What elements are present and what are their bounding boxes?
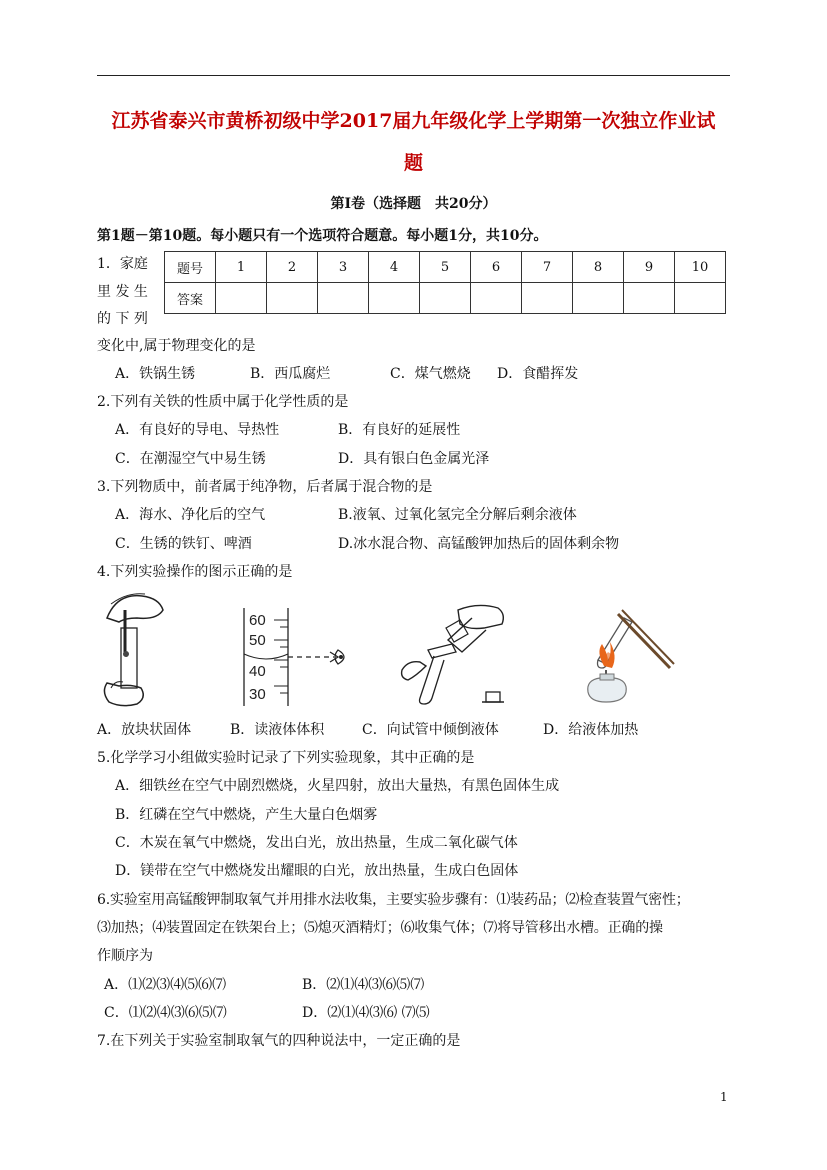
q1-stem-c: 的 下 列 bbox=[97, 311, 148, 327]
q4-stem: 4.下列实验操作的图示正确的是 bbox=[97, 564, 293, 580]
figure-d-heating-liquid bbox=[558, 600, 678, 710]
q5-stem: 5.化学学习小组做实验时记录了下列实验现象，其中正确的是 bbox=[97, 750, 475, 766]
document-title-line2: 题 bbox=[403, 152, 423, 174]
table-cell: 10 bbox=[675, 252, 726, 283]
q3-option-d: D.冰水混合物、高锰酸钾加热后的固体剩余物 bbox=[338, 536, 620, 552]
q1-option-d: D．食醋挥发 bbox=[497, 366, 579, 382]
table-cell: 8 bbox=[573, 252, 624, 283]
answer-table-answer-row bbox=[165, 283, 726, 314]
q2-option-a: A．有良好的导电、导热性 bbox=[115, 422, 280, 438]
figure-b-reading-volume bbox=[230, 606, 360, 710]
q2-stem: 2.下列有关铁的性质中属于化学性质的是 bbox=[97, 394, 349, 410]
q6-stem-line2: ⑶加热；⑷装置固定在铁架台上；⑸熄灭酒精灯；⑹收集气体；⑺将导管移出水槽。正确的操 bbox=[97, 920, 663, 936]
q1-stem-d: 变化中,属于物理变化的是 bbox=[97, 338, 256, 354]
answer-cell[interactable] bbox=[267, 283, 318, 314]
figure-a-placing-solid bbox=[97, 588, 172, 710]
table-cell: 9 bbox=[624, 252, 675, 283]
answer-cell[interactable] bbox=[471, 283, 522, 314]
q6-option-a: A．⑴⑵⑶⑷⑸⑹⑺ bbox=[104, 977, 227, 993]
table-cell: 2 bbox=[267, 252, 318, 283]
q1-option-c: C．煤气燃烧 bbox=[390, 366, 471, 382]
table-cell: 6 bbox=[471, 252, 522, 283]
answer-cell[interactable] bbox=[216, 283, 267, 314]
table-cell: 1 bbox=[216, 252, 267, 283]
answer-table bbox=[164, 251, 726, 314]
q4-option-c: C．向试管中倾倒液体 bbox=[362, 722, 499, 738]
answer-cell[interactable] bbox=[369, 283, 420, 314]
q5-option-a: A．细铁丝在空气中剧烈燃烧，火星四射，放出大量热，有黑色固体生成 bbox=[115, 778, 560, 794]
table-cell: 4 bbox=[369, 252, 420, 283]
answer-cell[interactable] bbox=[573, 283, 624, 314]
q7-stem: 7.在下列关于实验室制取氧气的四种说法中，一定正确的是 bbox=[97, 1033, 461, 1049]
page-number: 1 bbox=[720, 1090, 728, 1104]
cylinder-tick-40: 40 bbox=[249, 663, 266, 680]
q6-option-b: B．⑵⑴⑷⑶⑹⑸⑺ bbox=[302, 977, 425, 993]
q2-option-c: C．在潮湿空气中易生锈 bbox=[115, 451, 266, 467]
answer-table-number-row bbox=[165, 252, 726, 283]
cylinder-tick-60: 60 bbox=[249, 612, 266, 629]
table-cell: 3 bbox=[318, 252, 369, 283]
answer-cell[interactable] bbox=[522, 283, 573, 314]
section-heading: 第Ⅰ卷（选择题 共20分） bbox=[330, 196, 497, 212]
q6-option-c: C．⑴⑵⑷⑶⑹⑸⑺ bbox=[104, 1005, 227, 1021]
header-rule bbox=[97, 75, 730, 76]
q3-option-b: B.液氧、过氧化氢完全分解后剩余液体 bbox=[338, 507, 577, 523]
cylinder-tick-30: 30 bbox=[249, 686, 266, 703]
q3-option-a: A．海水、净化后的空气 bbox=[115, 507, 266, 523]
q1-stem-b: 里 发 生 bbox=[97, 284, 148, 300]
q5-option-d: D．镁带在空气中燃烧发出耀眼的白光，放出热量，生成白色固体 bbox=[115, 863, 519, 879]
q4-option-d: D．给液体加热 bbox=[543, 722, 639, 738]
q4-option-a: A．放块状固体 bbox=[97, 722, 192, 738]
q5-option-b: B．红磷在空气中燃烧，产生大量白色烟雾 bbox=[115, 807, 378, 823]
answer-table-row2-label: 答案 bbox=[165, 283, 216, 314]
answer-cell[interactable] bbox=[420, 283, 471, 314]
table-cell: 7 bbox=[522, 252, 573, 283]
answer-cell[interactable] bbox=[675, 283, 726, 314]
instruction-text: 第1题－第10题。每小题只有一个选项符合题意。每小题1分，共10分。 bbox=[97, 228, 548, 244]
q1-option-b: B．西瓜腐烂 bbox=[250, 366, 331, 382]
answer-cell[interactable] bbox=[624, 283, 675, 314]
document-title-line1: 江苏省泰兴市黄桥初级中学2017届九年级化学上学期第一次独立作业试 bbox=[111, 110, 716, 132]
answer-table-row1-label: 题号 bbox=[165, 252, 216, 283]
q3-stem: 3.下列物质中，前者属于纯净物，后者属于混合物的是 bbox=[97, 479, 433, 495]
q3-option-c: C．生锈的铁钉、啤酒 bbox=[115, 536, 252, 552]
q6-stem-line3: 作顺序为 bbox=[97, 948, 153, 964]
cylinder-tick-50: 50 bbox=[249, 632, 266, 649]
table-cell: 5 bbox=[420, 252, 471, 283]
answer-cell[interactable] bbox=[318, 283, 369, 314]
q6-option-d: D．⑵⑴⑷⑶⑹ ⑺⑸ bbox=[302, 1005, 430, 1021]
q6-stem-line1: 6.实验室用高锰酸钾制取氧气并用排水法收集，主要实验步骤有：⑴装药品；⑵检查装置气密性； bbox=[97, 892, 690, 908]
q4-option-b: B．读液体体积 bbox=[230, 722, 325, 738]
q2-option-b: B．有良好的延展性 bbox=[338, 422, 461, 438]
q1-stem-a: 1．家庭 bbox=[97, 256, 148, 272]
q5-option-c: C．木炭在氧气中燃烧，发出白光，放出热量，生成二氧化碳气体 bbox=[115, 835, 518, 851]
q1-option-a: A．铁锅生锈 bbox=[115, 366, 196, 382]
q2-option-d: D．具有银白色金属光泽 bbox=[338, 451, 490, 467]
figure-c-pouring-liquid bbox=[398, 600, 510, 710]
